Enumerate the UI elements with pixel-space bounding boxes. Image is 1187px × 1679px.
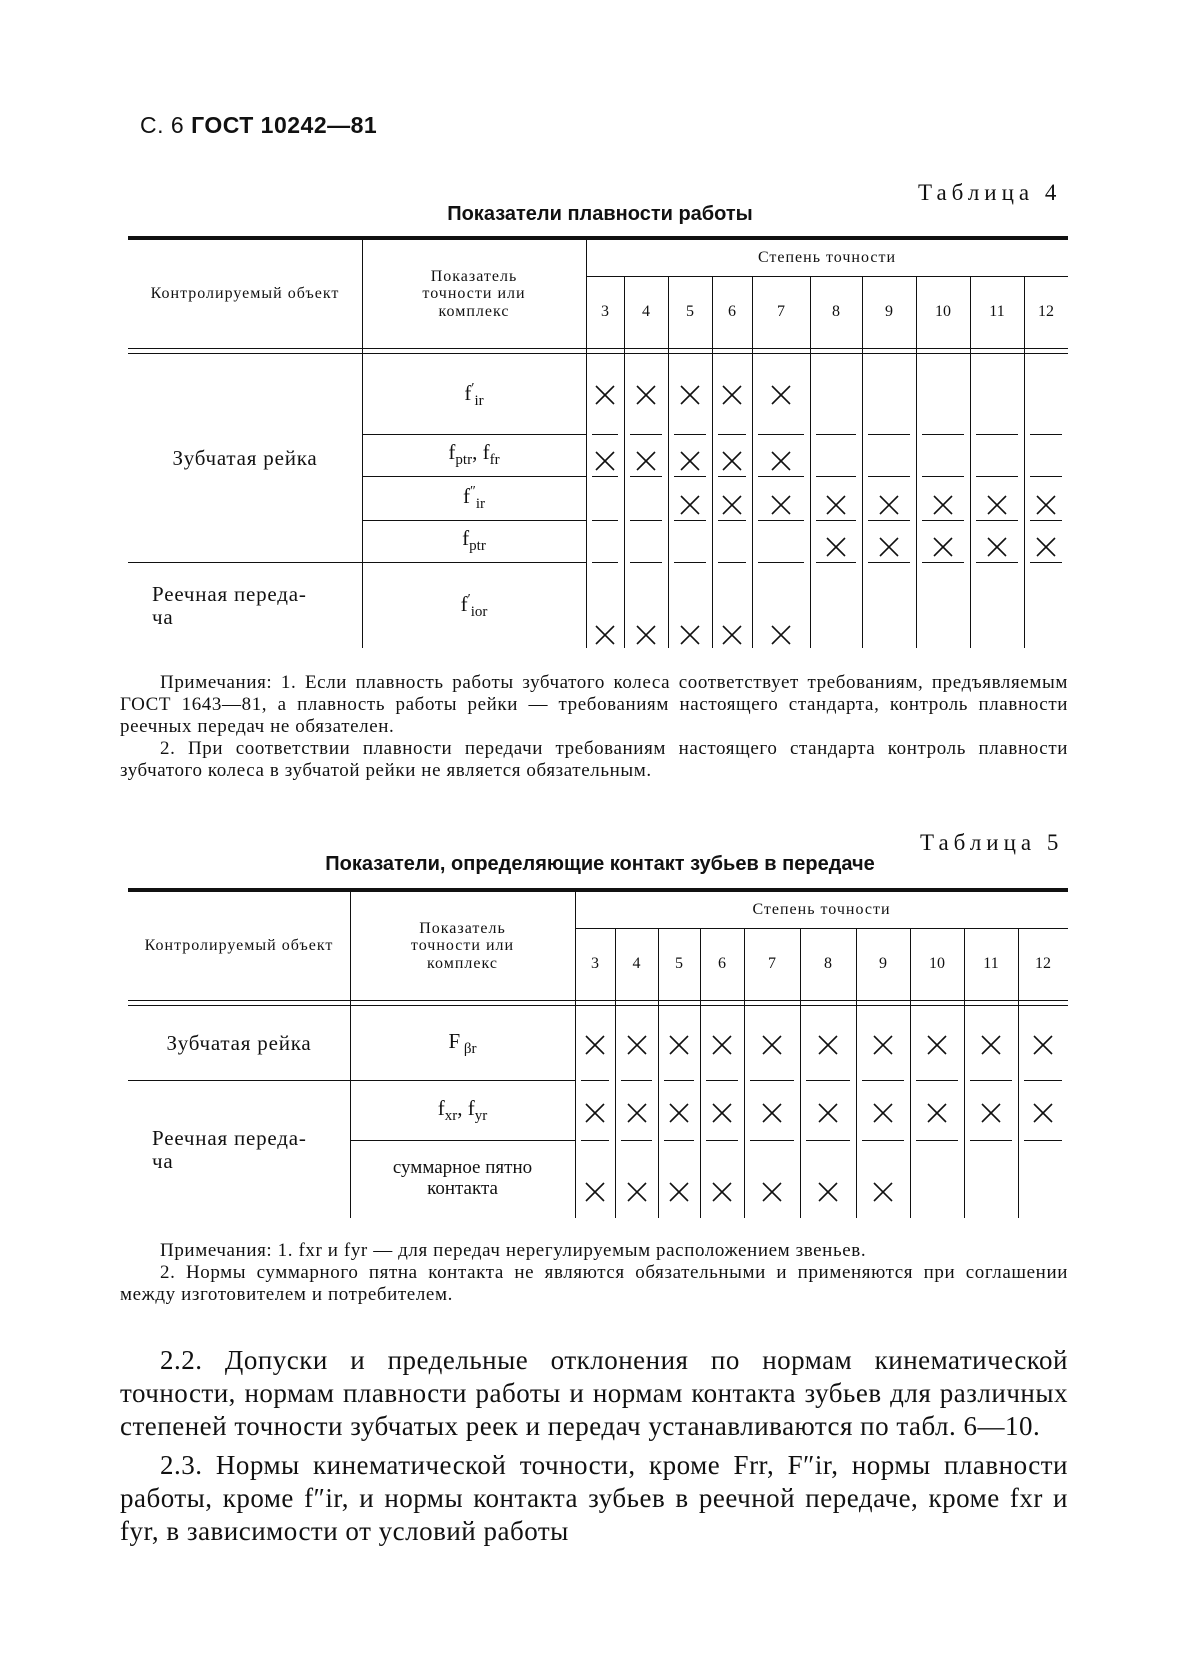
cross-mark [769, 384, 793, 406]
cross-mark [710, 1181, 734, 1203]
degree-5: 5 [686, 303, 694, 321]
rule-line [350, 1080, 575, 1081]
cross-mark [931, 494, 955, 516]
cross-mark [871, 1034, 895, 1056]
rule-line [664, 1140, 694, 1141]
indicator-symbol-render: $f''_{ir}$ [462, 483, 485, 512]
cross-mark [985, 536, 1009, 558]
table4-notes [120, 672, 1068, 782]
rule-line [976, 520, 1018, 521]
table5-label: Таблица 5 [920, 830, 1064, 855]
header-object: Контролируемый объект [144, 937, 334, 955]
cross-mark [710, 1034, 734, 1056]
cross-mark [877, 536, 901, 558]
rule-line [806, 1140, 850, 1141]
standard-number: ГОСТ 10242—81 [191, 112, 378, 138]
indicator-0 [362, 356, 586, 434]
rule-line [1024, 1140, 1062, 1141]
cross-mark [769, 450, 793, 472]
degree-10: 10 [929, 955, 945, 973]
cross-mark [985, 494, 1009, 516]
indicator-4 [362, 564, 586, 648]
header-degree: Степень точности [752, 901, 891, 919]
rule-line [916, 1140, 958, 1141]
rule-line [592, 434, 618, 435]
cross-mark [925, 1102, 949, 1124]
cross-mark [667, 1034, 691, 1056]
indicator-symbol-render: $f_{ptr}$, $f_{fr}$ [448, 440, 500, 469]
rule-line [816, 520, 856, 521]
paragraph-2-2: 2.2. Допуски и предельные отклонения по нормам кинематической точности, нормам плавности работы и нормам контакта зубьев для различных степеней точности зубчатых реек и передач устанавливаются по табл. 6—10. [120, 1345, 1068, 1441]
rule-line [922, 520, 964, 521]
cross-mark [593, 450, 617, 472]
rule-line [664, 1080, 694, 1081]
degree-7: 7 [777, 303, 785, 321]
rule-line [1030, 562, 1062, 563]
cross-mark [720, 494, 744, 516]
degree-12: 12 [1038, 303, 1054, 321]
cross-mark [871, 1102, 895, 1124]
cross-mark [678, 494, 702, 516]
indicator-2: суммарное пятно контакта [392, 1157, 533, 1199]
degree-7: 7 [768, 955, 776, 973]
cross-mark [816, 1181, 840, 1203]
table4-title: Показатели плавности работы [447, 203, 753, 225]
rule-line [750, 1140, 794, 1141]
rule-line [758, 520, 804, 521]
degree-8: 8 [824, 955, 832, 973]
rule-line [718, 520, 746, 521]
rule-line [674, 476, 706, 477]
table5-title: Показатели, определяющие контакт зубьев в передаче [325, 853, 875, 875]
rule-line [976, 434, 1018, 435]
cross-mark [720, 624, 744, 646]
cross-mark [634, 450, 658, 472]
rule-line [970, 1080, 1012, 1081]
cross-mark [667, 1102, 691, 1124]
rule-line [922, 476, 964, 477]
degree-10: 10 [935, 303, 951, 321]
degree-9: 9 [879, 955, 887, 973]
rule-line [592, 476, 618, 477]
degree-12: 12 [1035, 955, 1051, 973]
object-rack: Зубчатая рейка [172, 446, 318, 471]
cross-mark [583, 1034, 607, 1056]
rule-line [592, 562, 618, 563]
cross-mark [720, 384, 744, 406]
cross-mark [634, 384, 658, 406]
object-rack: Зубчатая рейка [166, 1031, 312, 1056]
rule-line [128, 348, 1068, 349]
rule-line [868, 434, 910, 435]
rule-line [581, 1080, 609, 1081]
degree-3: 3 [591, 955, 599, 973]
header-indicator: Показатель точности или комплекс [422, 267, 526, 320]
cross-mark [720, 450, 744, 472]
indicator-1 [362, 434, 586, 476]
rule-line [916, 1080, 958, 1081]
paragraph-2-3: 2.3. Нормы кинематической точности, кроме Frr, F″ir, нормы плавности работы, кроме f″ir, и нормы контакта зубьев в реечной передаче, кроме fxr и fyr, в зависимости от условий работы [120, 1450, 1068, 1546]
degree-8: 8 [832, 303, 840, 321]
table5-note-2: 2. Нормы суммарного пятна контакта не являются обязательными и применяются при соглашении между изготовителем и потребителем. [120, 1262, 1068, 1305]
rule-line [718, 434, 746, 435]
table5-note-1: Примечания: 1. fxr и fyr — для передач нерегулируемым расположением звеньев. [160, 1240, 867, 1261]
cross-mark [1031, 1034, 1055, 1056]
header-indicator: Показатель точности или комплекс [410, 919, 515, 972]
cross-mark [625, 1181, 649, 1203]
indicator-0 [350, 1008, 575, 1080]
cross-mark [625, 1102, 649, 1124]
rule-line [706, 1140, 738, 1141]
table4-note-1: Примечания: 1. Если плавность работы зубчатого колеса соответствует требованиям, предъявляемым ГОСТ 1643—81, а плавность работы рейки — требованиям настоящего стандарта, контроль плавности реечных передач не обязателен. [120, 672, 1068, 737]
degree-6: 6 [728, 303, 736, 321]
rule-line [922, 562, 964, 563]
rule-line [862, 1140, 904, 1141]
cross-mark [931, 536, 955, 558]
cross-mark [760, 1181, 784, 1203]
indicator-symbol-render: $f_{xr}$, $f_{yr}$ [437, 1096, 488, 1125]
header-object: Контролируемый объект [150, 285, 340, 303]
rule-line [630, 434, 662, 435]
rule-line [806, 1080, 850, 1081]
cross-mark [824, 494, 848, 516]
cross-mark [877, 494, 901, 516]
rule-line [674, 562, 706, 563]
body-text [120, 1344, 1068, 1554]
page-number: С. 6 [140, 112, 185, 138]
rule-line [976, 476, 1018, 477]
rule-line [718, 562, 746, 563]
cross-mark [593, 624, 617, 646]
rule-line [816, 562, 856, 563]
cross-mark [710, 1102, 734, 1124]
degree-3: 3 [601, 303, 609, 321]
cross-mark [1031, 1102, 1055, 1124]
rule-line [970, 1140, 1012, 1141]
cross-mark [769, 624, 793, 646]
rule-line [758, 476, 804, 477]
rule-line [1030, 520, 1062, 521]
rule-line [128, 1080, 350, 1081]
cross-mark [871, 1181, 895, 1203]
degree-11: 11 [983, 955, 999, 973]
cross-mark [634, 624, 658, 646]
rule-line [362, 562, 586, 563]
cross-mark [678, 624, 702, 646]
object-rack-gear: Реечная переда- ча [152, 581, 307, 629]
cross-mark [593, 384, 617, 406]
indicator-symbol-render: $f'_{ior}$ [460, 591, 488, 620]
table4-note-2: 2. При соответствии плавности передачи требованиям настоящего стандарта контроль плавности зубчатого колеса в зубчатой рейки не является обязательным. [120, 738, 1068, 781]
rule-line [1030, 476, 1062, 477]
cross-mark [678, 384, 702, 406]
rule-line [868, 476, 910, 477]
rule-line [674, 434, 706, 435]
rule-line [922, 434, 964, 435]
rule-line [1030, 434, 1062, 435]
rule-line [758, 562, 804, 563]
rule-line [621, 1140, 652, 1141]
rule-line [868, 562, 910, 563]
cross-mark [1034, 494, 1058, 516]
rule-line [630, 562, 662, 563]
rule-line [758, 434, 804, 435]
cross-mark [816, 1102, 840, 1124]
object-rack-gear: Реечная переда- ча [152, 1125, 307, 1173]
table5-notes [120, 1240, 1068, 1306]
rule-line [706, 1080, 738, 1081]
cross-mark [583, 1102, 607, 1124]
cross-mark [925, 1034, 949, 1056]
rule-line [976, 562, 1018, 563]
cross-mark [678, 450, 702, 472]
rule-line [592, 520, 618, 521]
rule-line [128, 562, 362, 563]
rule-line [862, 1080, 904, 1081]
rule-line [630, 520, 662, 521]
table4-label: Таблица 4 [918, 180, 1062, 205]
indicator-1 [350, 1082, 575, 1140]
degree-11: 11 [989, 303, 1005, 321]
cross-mark [760, 1102, 784, 1124]
rule-line [750, 1080, 794, 1081]
indicator-symbol-render: $f_{ptr}$ [462, 526, 486, 555]
rule-line [816, 476, 856, 477]
degree-4: 4 [632, 955, 641, 973]
cross-mark [769, 494, 793, 516]
rule-line [581, 1140, 609, 1141]
page-header [140, 112, 377, 139]
rule-line [128, 1000, 1068, 1001]
rule-line [816, 434, 856, 435]
rule-line [621, 1080, 652, 1081]
rule-line [674, 520, 706, 521]
degree-4: 4 [642, 303, 650, 321]
indicator-symbol-render: F $_{\beta r}$ [448, 1029, 477, 1058]
rule-line [868, 520, 910, 521]
cross-mark [625, 1034, 649, 1056]
degree-9: 9 [885, 303, 893, 321]
rule-line [128, 1005, 1068, 1006]
cross-mark [824, 536, 848, 558]
degree-5: 5 [675, 955, 683, 973]
degree-6: 6 [718, 955, 726, 973]
rule-line [630, 476, 662, 477]
cross-mark [979, 1102, 1003, 1124]
indicator-2 [362, 476, 586, 520]
cross-mark [816, 1034, 840, 1056]
cross-mark [667, 1181, 691, 1203]
cross-mark [1034, 536, 1058, 558]
cross-mark [979, 1034, 1003, 1056]
cross-mark [583, 1181, 607, 1203]
rule-line [128, 353, 1068, 354]
indicator-symbol-render: $f'_{ir}$ [464, 380, 484, 409]
rule-line [1024, 1080, 1062, 1081]
rule-line [718, 476, 746, 477]
indicator-3 [362, 520, 586, 562]
header-degree: Степень точности [757, 249, 897, 267]
cross-mark [760, 1034, 784, 1056]
